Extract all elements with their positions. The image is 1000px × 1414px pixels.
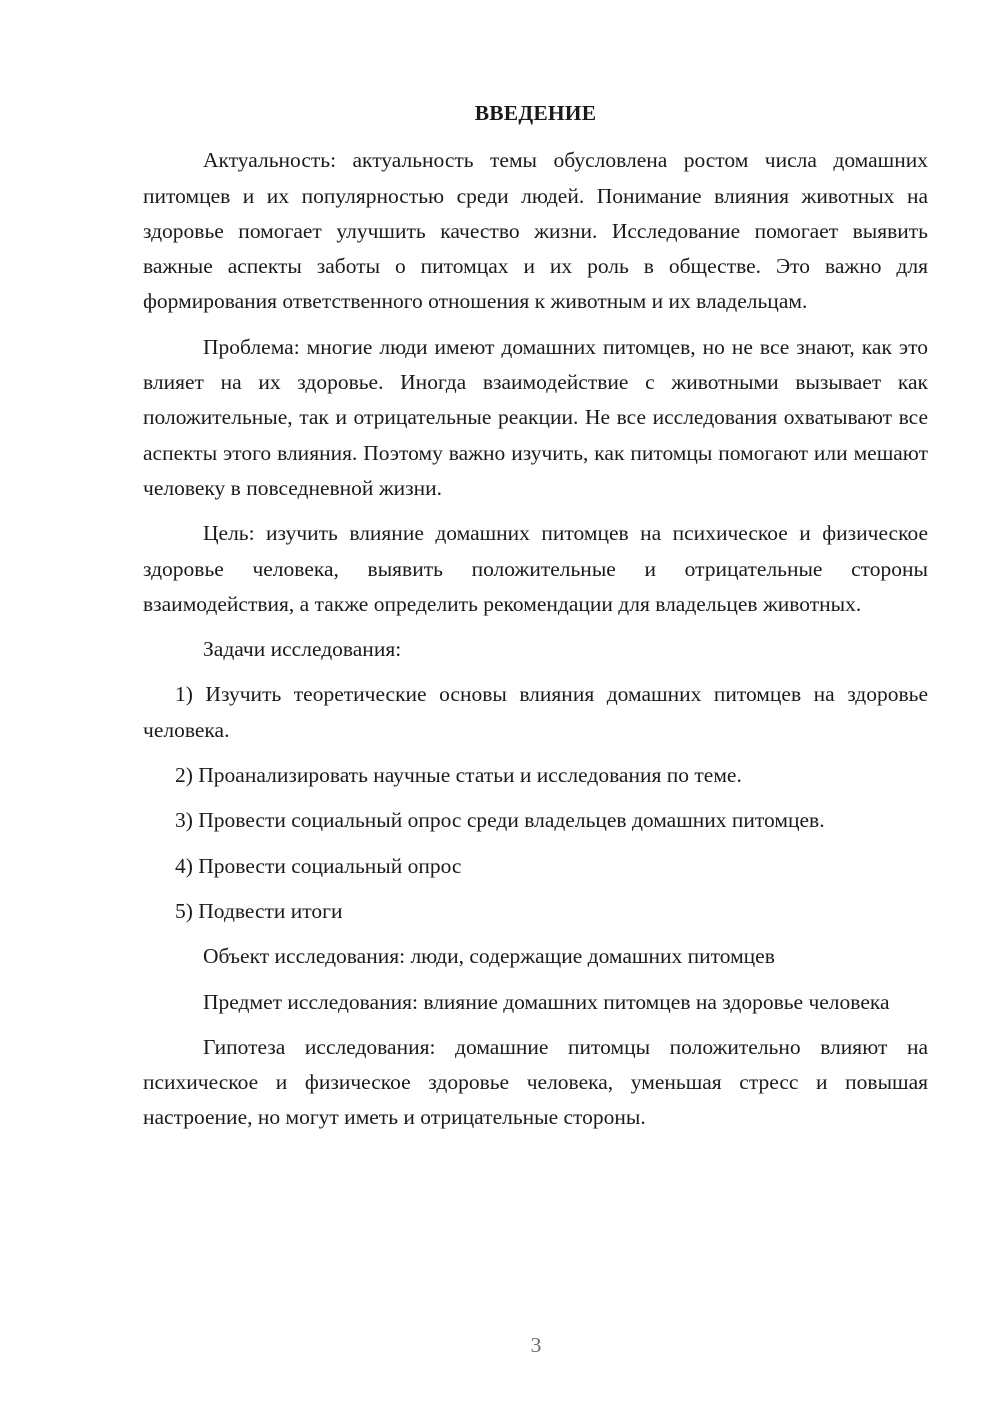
goal-paragraph: Цель: изучить влияние домашних питомцев на психическое и физическое здоровье человека, выявить положительные и отрицательные стороны взаимодействия, а также определить рекомендации для владельцев животных.	[143, 521, 928, 616]
tasks-list	[143, 677, 928, 929]
task-item: 5) Подвести итоги	[175, 898, 343, 923]
relevance-paragraph: Актуальность: актуальность темы обусловлена ростом числа домашних питомцев и их популярностью среди людей. Понимание влияния животных на здоровье помогает улучшить качество жизни. Исследование помогает выявить важные аспекты заботы о питомцах и их роль в обществе. Это важно для формирования ответственного отношения к животным и их владельцам.	[143, 148, 928, 314]
task-item: 1) Изучить теоретические основы влияния домашних питомцев на здоровье человека.	[143, 682, 928, 742]
task-item: 4) Провести социальный опрос	[175, 853, 462, 878]
page-title: ВВЕДЕНИЕ	[474, 101, 597, 125]
task-item: 2) Проанализировать научные статьи и исследования по теме.	[175, 763, 742, 788]
page-number: 3	[530, 1333, 542, 1357]
task-item: 3) Провести социальный опрос среди владельцев домашних питомцев.	[175, 808, 825, 833]
problem-paragraph: Проблема: многие люди имеют домашних питомцев, но не все знают, как это влияет на их здоровье. Иногда взаимодействие с животными вызывает как положительные, так и отрицательные реакции. Не все исследования охватывают все аспекты этого влияния. Поэтому важно изучить, как питомцы помогают или мешают человеку в повседневной жизни.	[143, 334, 928, 500]
subject-paragraph: Предмет исследования: влияние домашних питомцев на здоровье человека	[203, 989, 890, 1014]
object-paragraph: Объект исследования: люди, содержащие домашних питомцев	[203, 944, 775, 969]
hypothesis-paragraph: Гипотеза исследования: домашние питомцы положительно влияют на психическое и физическое здоровье человека, уменьшая стресс и повышая настроение, но могут иметь и отрицательные стороны.	[143, 1034, 928, 1130]
page-content	[143, 96, 928, 1146]
tasks-heading: Задачи исследования:	[203, 637, 402, 662]
